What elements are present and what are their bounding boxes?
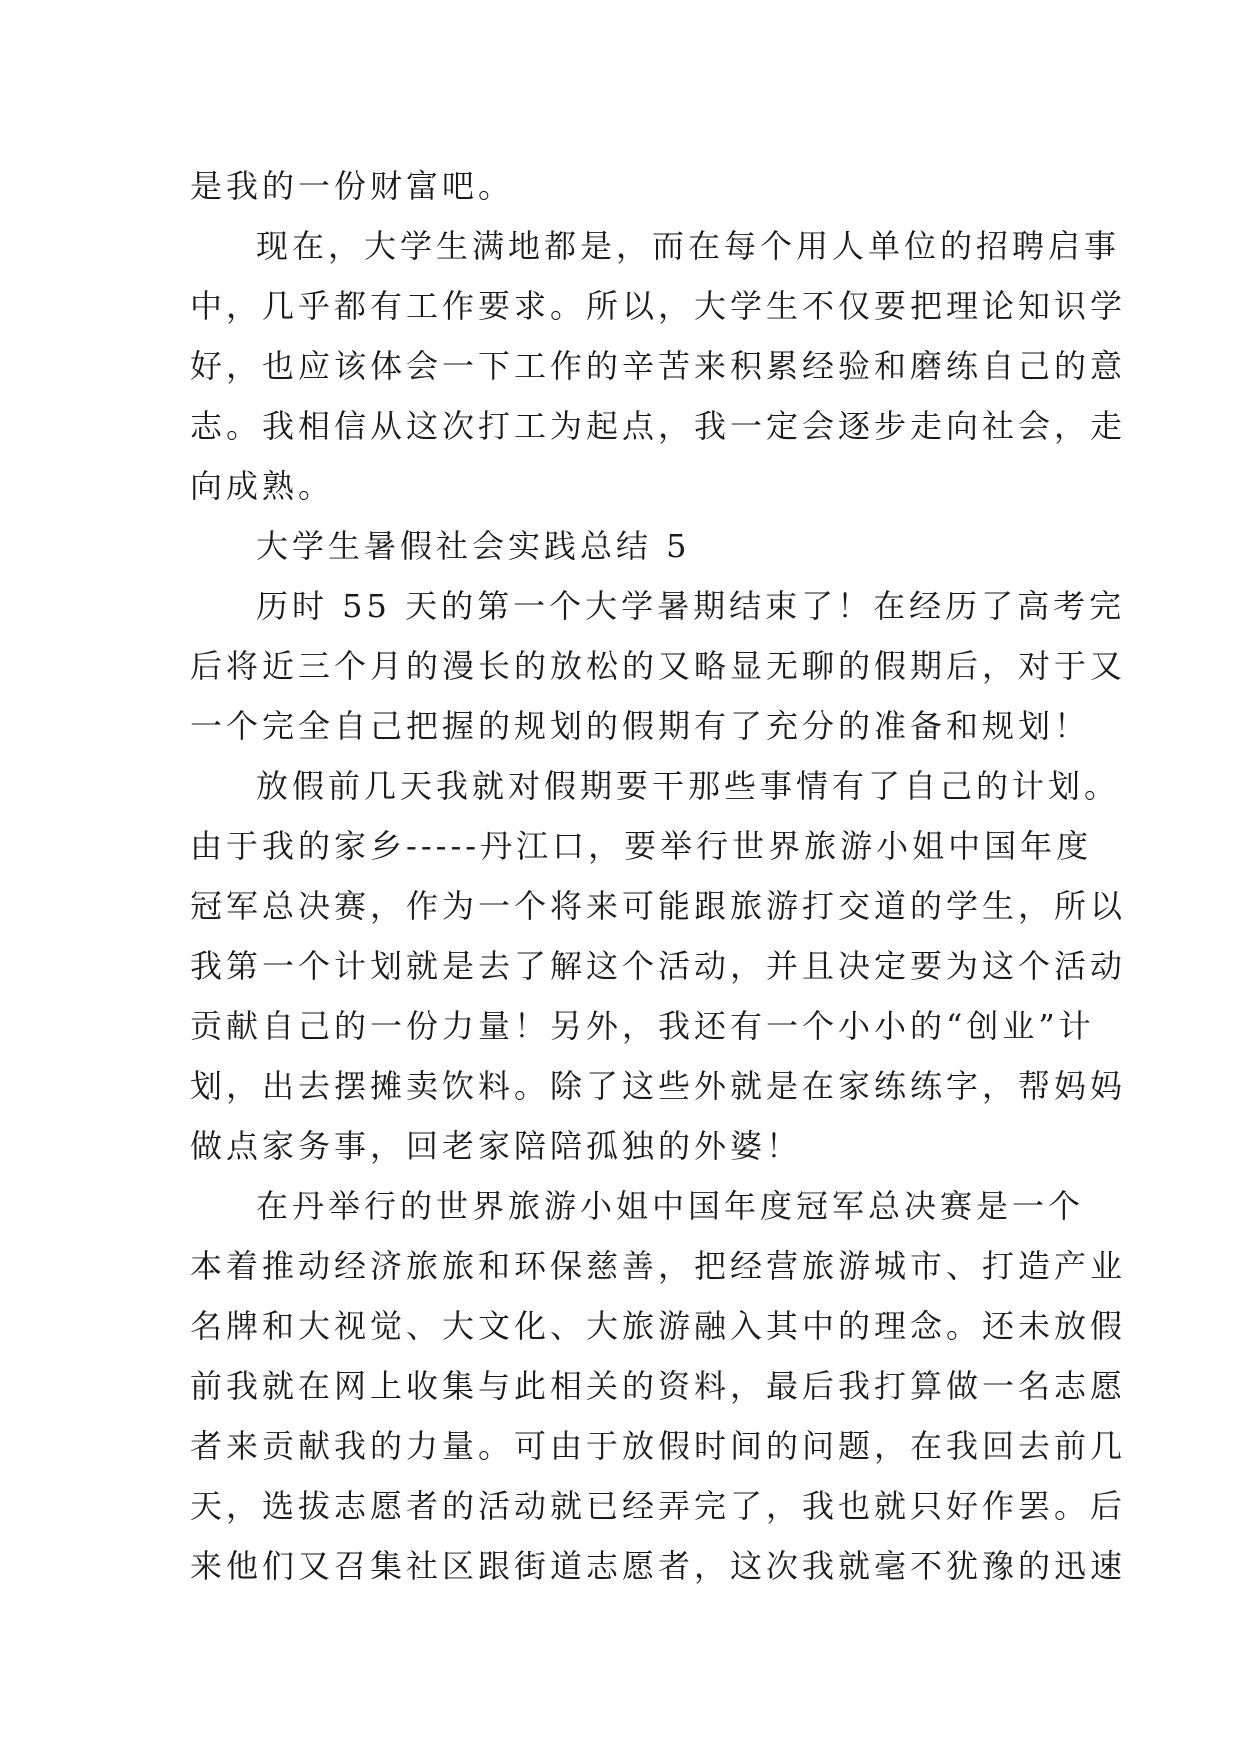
text-line: 志。我相信从这次打工为起点，我一定会逐步走向社会，走 xyxy=(190,407,1127,445)
text-line: 做点家务事，回老家陪陪孤独的外婆！ xyxy=(190,1127,803,1165)
text-line: 我第一个计划就是去了解这个活动，并且决定要为这个活动 xyxy=(190,947,1127,985)
text-line: 后将近三个月的漫长的放松的又略显无聊的假期后，对于又 xyxy=(190,647,1127,685)
text-line: 贡献自己的一份力量！另外，我还有一个小小的“创业”计 xyxy=(190,1007,1095,1045)
text-line: 放假前几天我就对假期要干那些事情有了自己的计划。 xyxy=(256,767,1121,805)
text-line: 现在，大学生满地都是，而在每个用人单位的招聘启事 xyxy=(256,227,1121,265)
text-line: 向成熟。 xyxy=(190,467,335,505)
text-line: 冠军总决赛，作为一个将来可能跟旅游打交道的学生，所以 xyxy=(190,887,1127,925)
text-line: 在丹举行的世界旅游小姐中国年度冠军总决赛是一个 xyxy=(256,1187,1085,1225)
text-line: 历时 55 天的第一个大学暑期结束了！在经历了高考完 xyxy=(256,587,1126,625)
text-line: 中，几乎都有工作要求。所以，大学生不仅要把理论知识学 xyxy=(190,287,1127,325)
text-line: 来他们又召集社区跟街道志愿者，这次我就毫不犹豫的迅速 xyxy=(190,1547,1127,1585)
text-line: 者来贡献我的力量。可由于放假时间的问题，在我回去前几 xyxy=(190,1427,1127,1465)
text-line: 划，出去摆摊卖饮料。除了这些外就是在家练练字，帮妈妈 xyxy=(190,1067,1127,1105)
text-line: 大学生暑假社会实践总结 5 xyxy=(256,527,691,565)
text-line: 本着推动经济旅旅和环保慈善，把经营旅游城市、打造产业 xyxy=(190,1247,1127,1285)
text-line: 是我的一份财富吧。 xyxy=(190,167,515,205)
text-line: 前我就在网上收集与此相关的资料，最后我打算做一名志愿 xyxy=(190,1367,1127,1405)
text-line: 天，选拔志愿者的活动就已经弄完了，我也就只好作罢。后 xyxy=(190,1487,1127,1525)
text-line: 由于我的家乡-----丹江口，要举行世界旅游小姐中国年度 xyxy=(190,827,1093,865)
text-line: 名牌和大视觉、大文化、大旅游融入其中的理念。还未放假 xyxy=(190,1307,1127,1345)
text-line: 好，也应该体会一下工作的辛苦来积累经验和磨练自己的意 xyxy=(190,347,1127,385)
document-body xyxy=(190,156,1127,1596)
text-line: 一个完全自己把握的规划的假期有了充分的准备和规划！ xyxy=(190,707,1091,745)
